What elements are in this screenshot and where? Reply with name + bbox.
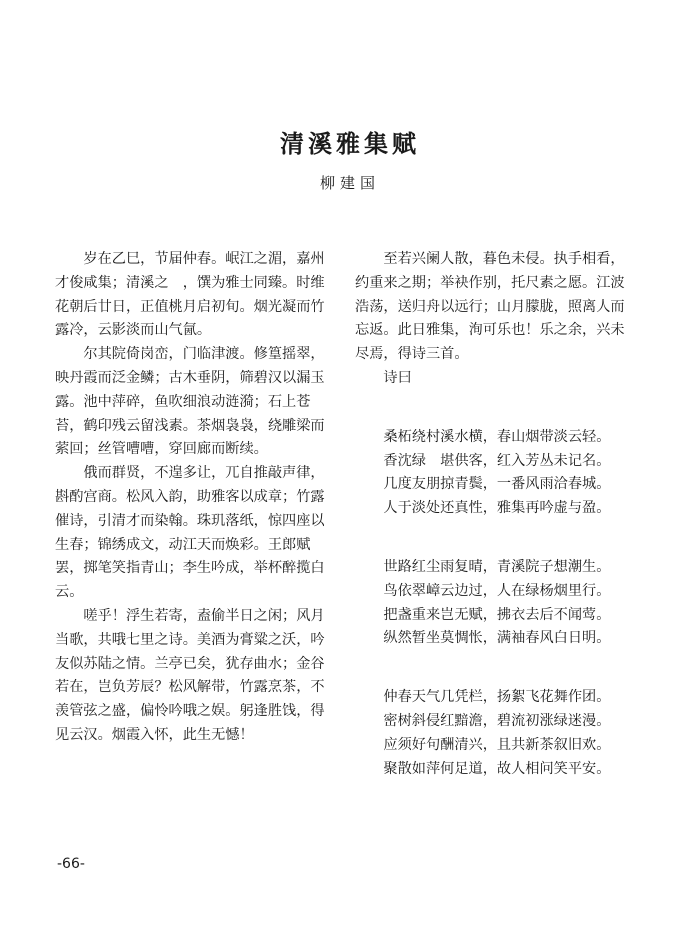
poem-line: 仲春天气几凭栏，扬絮飞花舞作团。 [383,689,611,706]
prose-paragraph: 俄而群贤，不遑多让，兀自推敲声律，斟酌宫商。松风入韵，助雅客以成章；竹露催诗，引清才而染翰。珠玑落纸，惊四座以生春；锦绣成文，动江天而焕彩。王郎赋罢，掷笔笑指青山；李生吟成，举杯醉揽白云。 [55,465,325,601]
poem-line: 鸟依翠嶂云边过，人在绿杨烟里行。 [383,582,611,599]
article-title: 清溪雅集赋 [280,130,420,158]
prose-paragraph: 岁在乙巳，节届仲春。岷江之湄，嘉州才俊咸集；清溪之 ，馔为雅士同臻。时维花朝后廿日，正值桃月启初旬。烟光凝而竹露冷，云影淡而山气氤。 [55,251,325,339]
poem-stanza [355,556,635,651]
poem-line: 聚散如萍何足道，故人相问笑平安。 [383,760,611,777]
prose-paragraph: 至若兴阑人散，暮色未侵。执手相看，约重来之期；举袂作别，托尺素之愿。江波浩荡，送归舟以远行；山月朦胧，照离人而忘返。此日雅集，洵可乐也！乐之余，兴未尽焉，得诗三首。 [355,251,625,363]
poem-line: 世路红尘雨复晴，青溪院子想潮生。 [383,558,611,575]
prose-paragraph: 嗟乎！浮生若寄，盍偷半日之闲；风月当歌，共哦七里之诗。美酒为膏粱之沃，吟友似苏陆之情。兰亭已矣，犹存曲水；金谷若在，岂负芳辰？松风解带，竹露烹茶，不羡管弦之盛，偏怜吟哦之娱。躬逢胜饯，得见云汉。烟霞入怀，此生无憾！ [55,607,325,743]
left-column [55,248,335,748]
poem-line: 把盏重来岂无赋，拂衣去后不闻莺。 [383,606,611,623]
poem-line: 纵然暂坐莫惆怅，满袖春风白日明。 [383,630,611,647]
page-number: -66- [57,856,85,872]
poem-line: 密树斜侵红黯澹，碧流初涨绿迷漫。 [383,712,611,729]
poem-stanza [355,686,635,781]
poem-stanza [355,426,635,521]
poem-line: 桑柘绕村溪水横，春山烟带淡云轻。 [383,428,611,445]
right-column [355,248,635,781]
poem-line: 几度友朋掠青鬓，一番风雨洽春城。 [383,476,611,493]
poem-line: 应须好句酬清兴，且共新茶叙旧欢。 [383,736,611,753]
author-name: 柳建国 [319,174,380,192]
poem-line: 人于淡处还真性，雅集再吟虚与盈。 [383,500,611,517]
poem-caption: 诗曰 [383,369,412,386]
prose-paragraph: 尔其院倚岗峦，门临津渡。修篁摇翠，映丹霞而泛金鳞；古木垂阴，筛碧汉以漏玉露。池中萍碎，鱼吹细浪动涟漪；石上苍苔，鹤印残云留浅素。茶烟袅袅，绕雕梁而萦回；丝管嘈嘈，穿回廊而断续。 [55,346,325,458]
poem-line: 香沈绿 堪供客，红入芳丛未记名。 [383,452,611,469]
